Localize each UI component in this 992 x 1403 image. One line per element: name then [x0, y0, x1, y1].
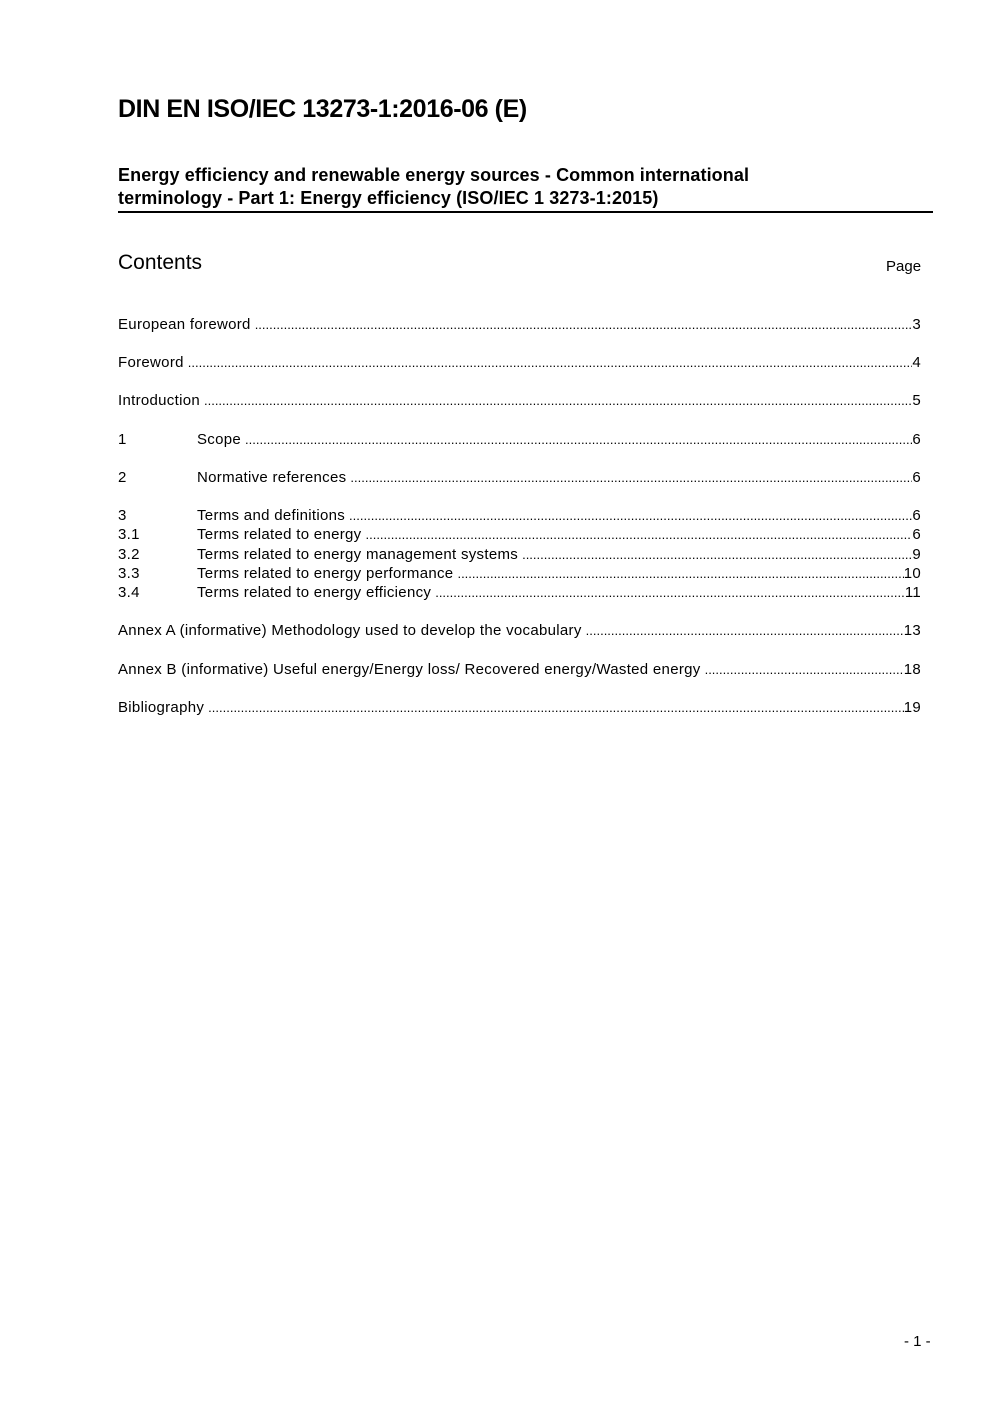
toc-entry-number: 2	[118, 469, 127, 486]
document-title	[118, 164, 933, 213]
toc-entry-normative-references[interactable]	[118, 469, 921, 489]
toc-entry-bibliography[interactable]	[118, 699, 921, 719]
toc-entry-page: 6	[912, 431, 921, 448]
footer-page-number: - 1 -	[904, 1333, 931, 1350]
toc-entry-annex-b[interactable]	[118, 661, 921, 681]
toc-entry-terms-energy-performance[interactable]	[118, 565, 921, 585]
toc-dot-leader	[435, 585, 905, 600]
toc-entry-page: 6	[912, 507, 921, 524]
toc-entry-page: 6	[912, 469, 921, 486]
toc-entry-page: 10	[903, 565, 921, 582]
toc-entry-number: 3	[118, 507, 127, 524]
toc-entry-title: Bibliography	[118, 699, 205, 716]
toc-entry-page: 3	[912, 316, 921, 333]
toc-entry-page: 4	[912, 354, 921, 371]
toc-dot-leader	[522, 547, 912, 562]
toc-dot-leader	[457, 566, 903, 581]
toc-dot-leader	[245, 432, 912, 447]
toc-dot-leader	[350, 470, 912, 485]
document-title-line-1: Energy efficiency and renewable energy sources - Common international	[118, 165, 750, 185]
toc-entry-title: Foreword	[118, 354, 184, 371]
toc-entry-number: 3.4	[118, 584, 140, 601]
toc-entry-page: 6	[912, 526, 921, 543]
toc-entry-introduction[interactable]	[118, 392, 921, 412]
toc-entry-title: Terms related to energy efficiency	[197, 584, 432, 601]
toc-dot-leader	[188, 355, 913, 370]
toc-dot-leader	[255, 317, 913, 332]
toc-entry-page: 18	[903, 661, 921, 678]
toc-entry-number: 3.3	[118, 565, 140, 582]
toc-entry-number: 3.1	[118, 526, 140, 543]
page-column-label: Page	[886, 258, 922, 275]
toc-entry-title: Terms related to energy	[197, 526, 362, 543]
toc-entry-page: 9	[912, 546, 921, 563]
toc-entry-foreword[interactable]	[118, 354, 921, 374]
toc-entry-title: European foreword	[118, 316, 251, 333]
toc-entry-number: 1	[118, 431, 127, 448]
document-title-line-2: terminology - Part 1: Energy efficiency (ISO/IEC 1 3273-1:2015)	[118, 188, 659, 208]
toc-entry-page: 11	[904, 584, 921, 601]
toc-dot-leader	[204, 393, 912, 408]
toc-entry-title: Normative references	[197, 469, 347, 486]
toc-entry-title: Annex A (informative) Methodology used to develop the vocabulary	[118, 622, 582, 639]
toc-dot-leader	[705, 662, 904, 677]
toc-entry-page: 5	[912, 392, 921, 409]
toc-entry-title: Terms and definitions	[197, 507, 346, 524]
toc-entry-page: 13	[903, 622, 921, 639]
toc-entry-scope[interactable]	[118, 431, 921, 451]
toc-entry-title: Annex B (informative) Useful energy/Energy loss/ Recovered energy/Wasted energy	[118, 661, 701, 678]
document-code: DIN EN ISO/IEC 13273-1:2016-06 (E)	[118, 95, 527, 123]
toc-entry-number: 3.2	[118, 546, 140, 563]
toc-entry-page: 19	[903, 699, 921, 716]
toc-entry-terms-energy-management[interactable]	[118, 546, 921, 566]
toc-dot-leader	[586, 623, 904, 638]
toc-entry-title: Introduction	[118, 392, 200, 409]
toc-dot-leader	[365, 527, 912, 542]
toc-dot-leader	[349, 508, 912, 523]
toc-dot-leader	[208, 700, 904, 715]
toc-entry-title: Terms related to energy performance	[197, 565, 454, 582]
toc-entry-terms-energy-efficiency[interactable]	[118, 584, 921, 604]
toc-entry-terms-energy[interactable]	[118, 526, 921, 546]
toc-entry-title: Scope	[197, 431, 242, 448]
toc-entry-annex-a[interactable]	[118, 622, 921, 642]
toc-entry-european-foreword[interactable]	[118, 316, 921, 336]
toc-entry-terms-and-definitions[interactable]	[118, 507, 921, 527]
contents-heading: Contents	[118, 251, 203, 274]
toc-entry-title: Terms related to energy management systems	[197, 546, 519, 563]
